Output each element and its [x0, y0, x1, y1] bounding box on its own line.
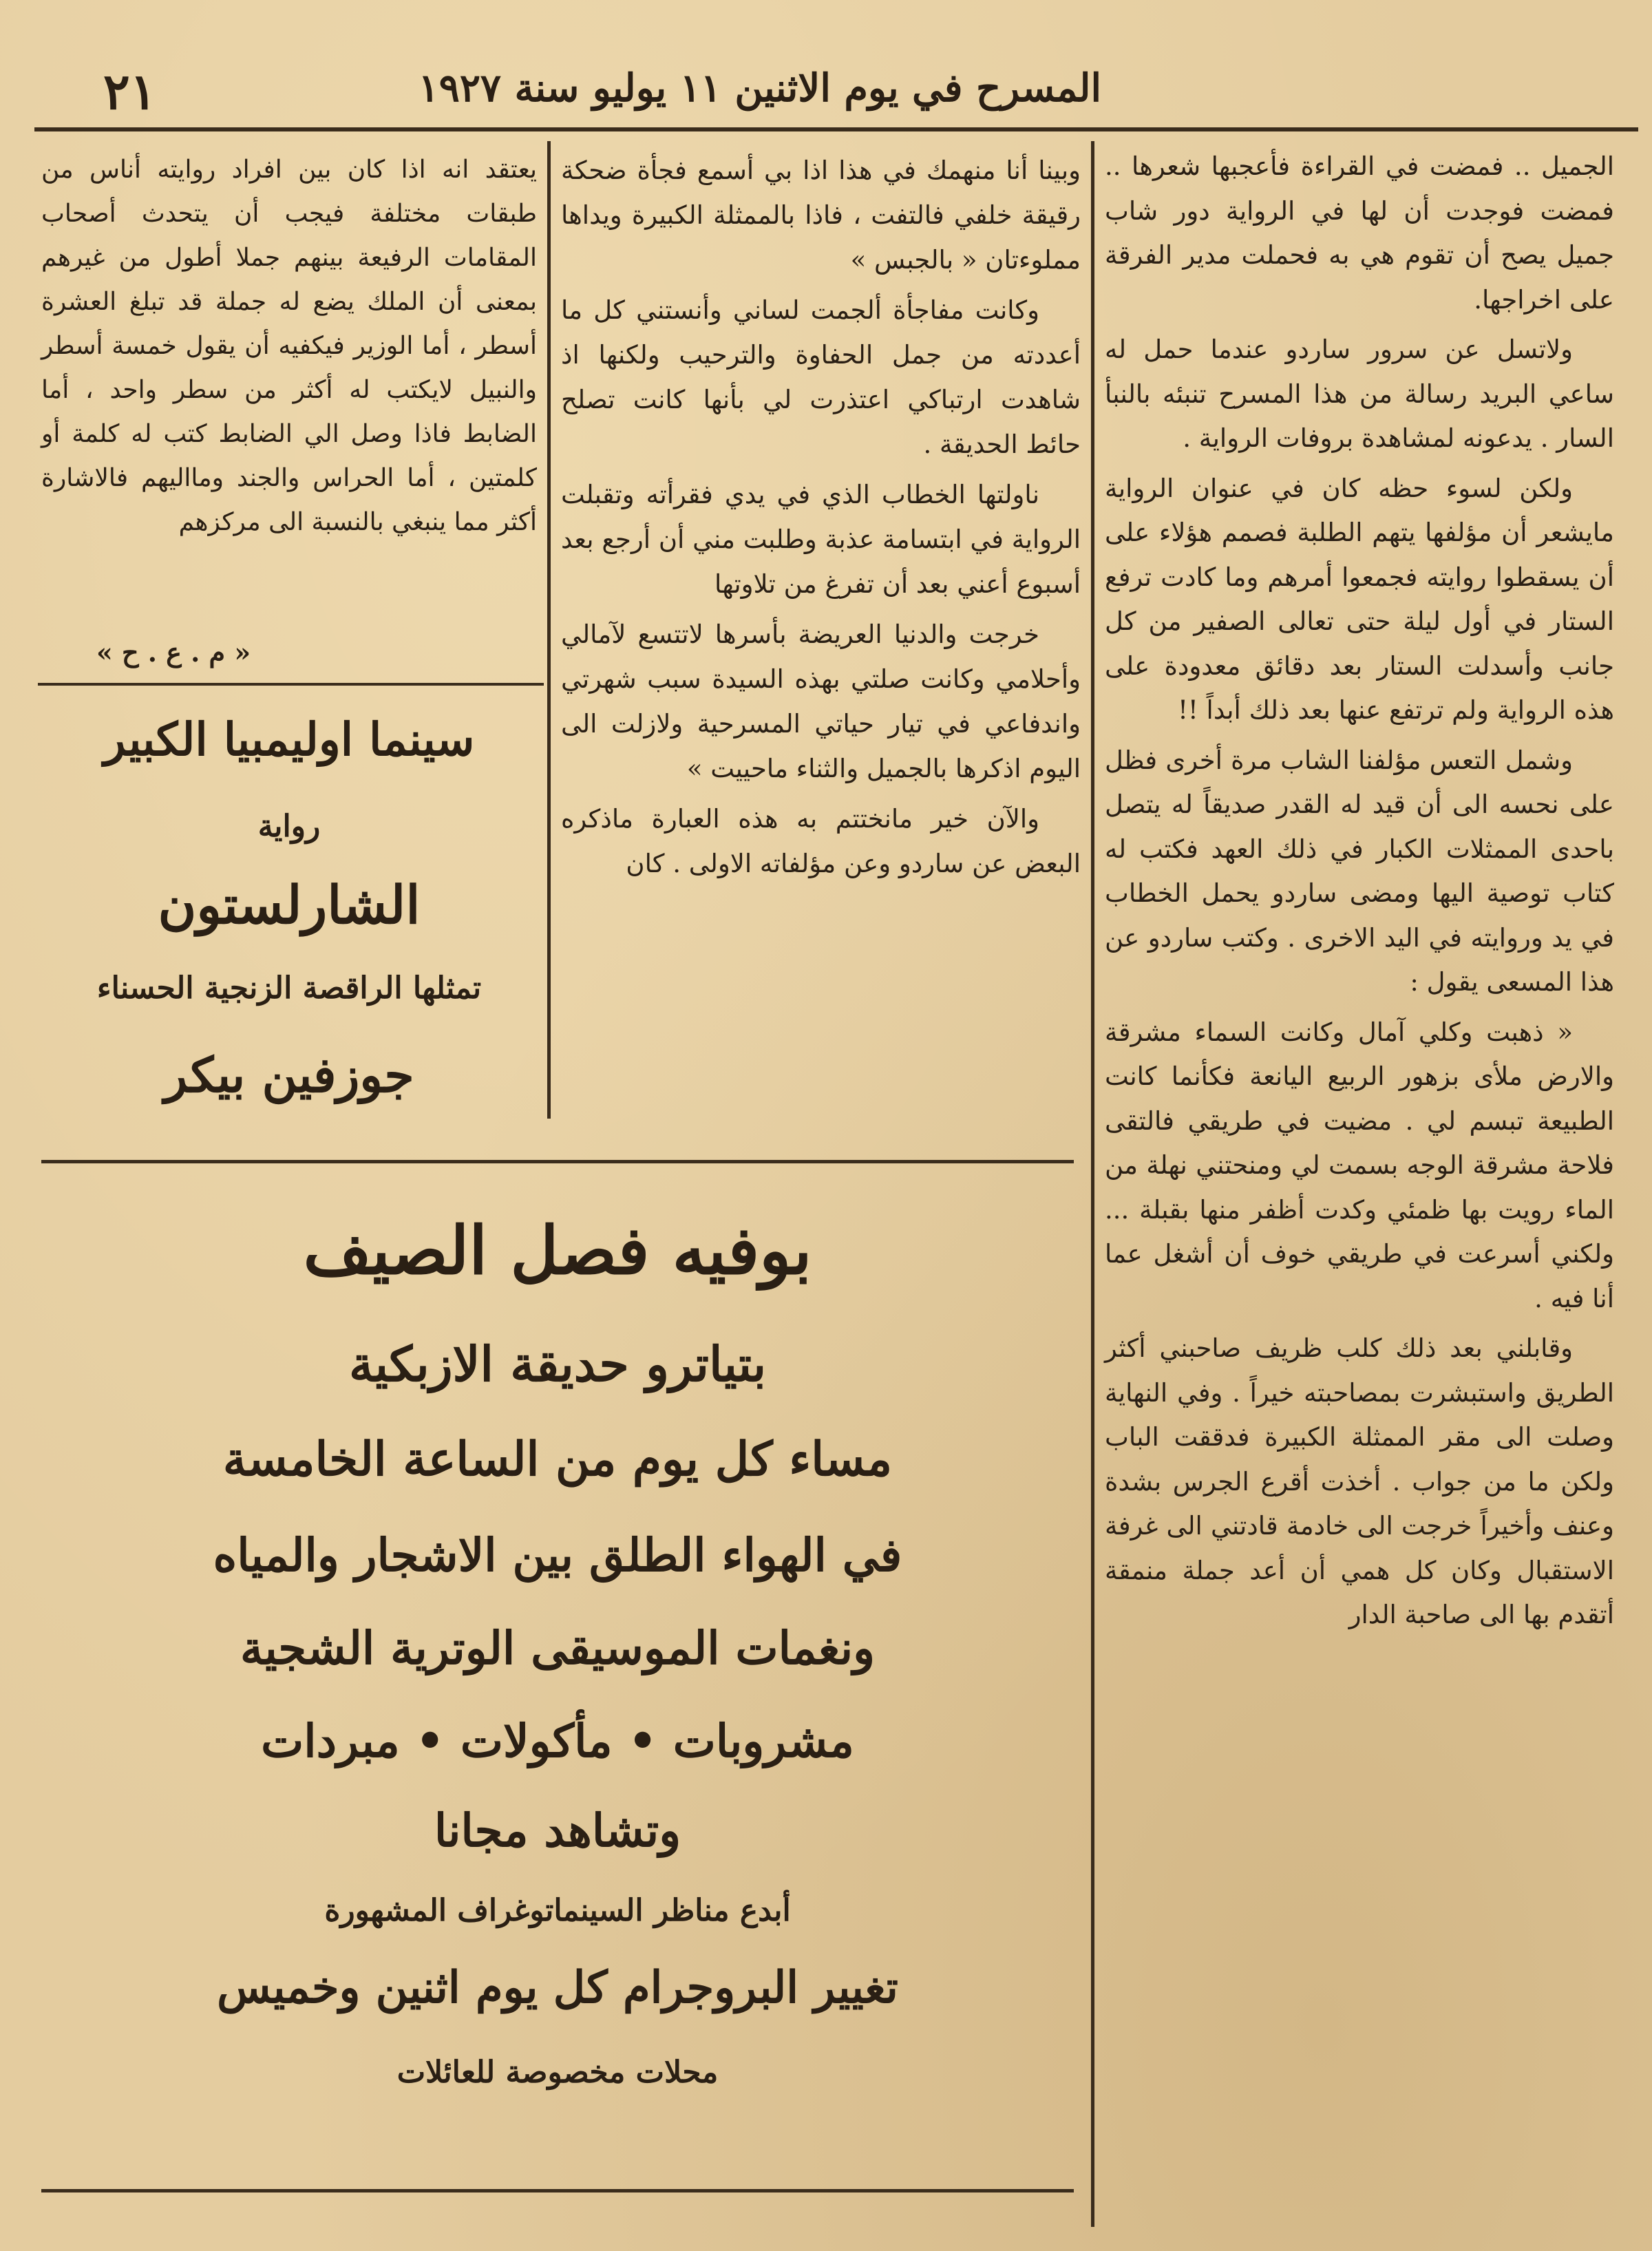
- ad-line: في الهواء الطلق بين الاشجار والمياه: [213, 1528, 902, 1582]
- ad-offerings: مشروبات • مأكولات • مبردات: [261, 1714, 854, 1768]
- paragraph: وشمل التعس مؤلفنا الشاب مرة أخرى فظل على نحسه الى أن قيد له القدر صديقاً له يتصل باحدى الممثلات الكبار في ذلك العهد فكتب له كتاب توصية اليها ومضى ساردو يحمل الخطاب في يد وروايته في اليد الاخرى . وكتب ساردو عن هذا المسعى يقول :: [1105, 745, 1614, 997]
- ad-line: وتشاهد مجانا: [434, 1804, 681, 1857]
- buffet-advertisement: [41, 1170, 1074, 2182]
- paragraph: ولاتسل عن سرور ساردو عندما حمل له ساعي البريد رسالة من هذا المسرح تنبئه بالنبأ السار . يدعونه لمشاهدة بروفات الرواية .: [1105, 335, 1614, 453]
- paragraph: ناولتها الخطاب الذي في يدي فقرأته وتقبلت الرواية في ابتسامة عذبة وطلبت مني أن أرجع بعد أسبوع أعني بعد أن تفرغ من تلاوتها: [561, 480, 1081, 599]
- column-divider-middle: [547, 141, 551, 1119]
- article-left-column: [41, 148, 537, 630]
- paragraph: والآن خير مانختتم به هذه العبارة ماذكره البعض عن ساردو وعن مؤلفاته الاولى . كان: [561, 804, 1081, 878]
- ads-bottom-rule: [41, 2189, 1074, 2192]
- paragraph: ولكن لسوء حظه كان في عنوان الرواية مايشعر أن مؤلفها يتهم الطلبة فصمم هؤلاء على أن يسقطوا روايته فجمعوا أمرهم وما كادت ترفع الستار في أول ليلة حتى تعالى الصفير من كل جانب وأسدلت الستار بعد دقائق معدودة على هذه الرواية ولم ترتفع عنها بعد ذلك أبداً !!: [1105, 473, 1614, 725]
- paragraph: يعتقد انه اذا كان بين افراد روايته أناس من طبقات مختلفة فيجب أن يتحدث أصحاب المقامات الرفيعة بينهم جملا أطول من غيرهم بمعنى أن الملك يضع له جملة قد تبلغ العشرة أسطر ، أما الوزير فيكفيه أن يقول خمسة أسطر والنبيل لايكتب له أكثر من سطر واحد ، أما الضابط فاذا وصل الي الضابط كتب له كلمة أو كلمتين ، أما الحراس والجند ومااليهم فالاشارة أكثر مما ينبغي بالنسبة الى مركزهم: [41, 156, 537, 536]
- quoted-paragraph: « ذهبت وكلي آمال وكانت السماء مشرقة والارض ملأى بزهور الربيع اليانعة فكأنما كانت الطبيعة تبسم لي . مضيت في طريقي فالتقى فلاحة مشرقة الوجه بسمت لي ومنحتني نهلة من الماء رويت بها ظمئي وكدت أظفر منها بقبلة ... ولكني أسرعت في طريقي خوف أن أشغل عما أنا فيه .: [1105, 1017, 1614, 1313]
- ad-line: بتياترو حديقة الازبكية: [348, 1335, 767, 1393]
- article-right-column: [1105, 145, 1614, 2217]
- article-middle-column: [561, 148, 1081, 1132]
- header-rule: [34, 127, 1638, 131]
- paragraph: وبينا أنا منهمك في هذا اذا بي أسمع فجأة ضحكة رقيقة خلفي فالتفت ، فاذا بالممثلة الكبيرة ويداها مملوءتان « بالجبس »: [561, 156, 1081, 275]
- paragraph: الجميل .. فمضت في القراءة فأعجبها شعرها .. فمضت فوجدت أن لها في الرواية دور شاب جميل يصح أن تقوم هي به فحملت مدير الفرقة على اخراجها.: [1105, 151, 1614, 315]
- left-column-rule: [38, 683, 544, 686]
- ad-headline: بوفيه فصل الصيف: [303, 1212, 812, 1289]
- cinema-advertisement: [41, 699, 537, 1139]
- ad-line: مساء كل يوم من الساعة الخامسة: [222, 1432, 893, 1487]
- column-divider-right: [1091, 141, 1094, 2227]
- paragraph: وقابلني بعد ذلك كلب ظريف صاحبني أكثر الطريق واستبشرت بمصاحبته خيراً . وفي النهاية وصلت الى مقر الممثلة الكبيرة فدققت الباب ولكن ما من جواب . أخذت أقرع الجرس بشدة وعنف وأخيراً خرجت الى خادمة قادتني الى غرفة الاستقبال وكان كل همي أن أعد جملة منمقة أتقدم بها الى صاحبة الدار: [1105, 1333, 1614, 1629]
- play-label: رواية: [257, 809, 321, 844]
- author-signature: « م . ع . ح »: [96, 637, 251, 668]
- paragraph: خرجت والدنيا العريضة بأسرها لاتتسع لآمالي وأحلامي وكانت صلتي بهذه السيدة سبب شهرتي واندفاعي في تيار حياتي المسرحية ولازلت الى اليوم اذكرها بالجميل والثناء ماحييت »: [561, 620, 1081, 783]
- page-number: ٢١: [103, 62, 157, 120]
- ad-line: ونغمات الموسيقى الوترية الشجية: [240, 1621, 876, 1675]
- ad-family-seating: محلات مخصوصة للعائلات: [396, 2055, 719, 2090]
- cinema-name: سينما اوليمبيا الكبير: [103, 712, 475, 766]
- ad-program-change: تغيير البروجرام كل يوم اثنين وخميس: [217, 1962, 898, 2014]
- ads-top-rule: [41, 1160, 1074, 1163]
- paragraph: وكانت مفاجأة ألجمت لساني وأنستني كل ما أعددته من جمل الحفاوة والترحيب ولكنها اذ شاهدت ارتباكي اعتذرت لي بأنها كانت تصلح حائط الحديقة .: [561, 295, 1081, 459]
- performer-name: جوزفين بيكر: [164, 1046, 414, 1103]
- page-header-title: المسرح في يوم الاثنين ١١ يوليو سنة ١٩٢٧: [418, 65, 1101, 111]
- performer-description: تمثلها الراقصة الزنجية الحسناء: [96, 971, 482, 1006]
- ad-line: أبدع مناظر السينماتوغراف المشهورة: [324, 1893, 791, 1928]
- show-title: الشارلستون: [158, 874, 421, 936]
